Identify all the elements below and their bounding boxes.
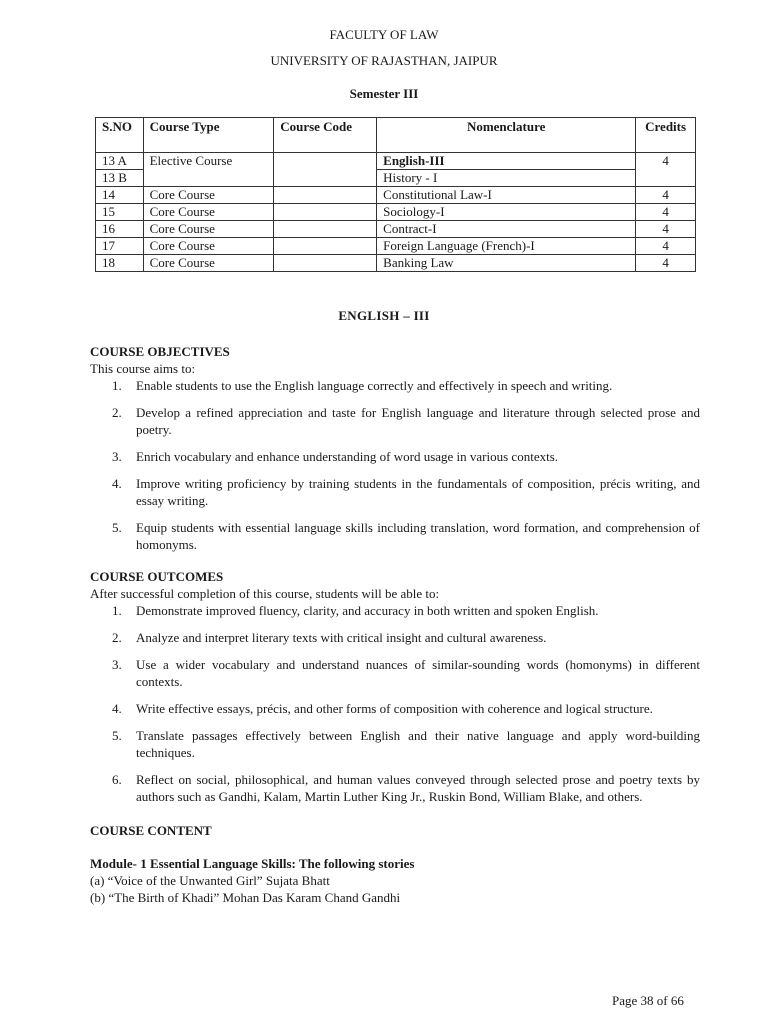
objectives-title: COURSE OBJECTIVES xyxy=(90,344,230,359)
list-item: 6. Reflect on social, philosophical, and human values conveyed through selected prose and poetry texts by authors such as Gandhi, Kalam, Martin Luther King Jr., Ruskin Bond, William Blake, and others. xyxy=(112,772,700,804)
list-item: 5. Equip students with essential language skills including translation, word formation, and comprehension of homonyms. xyxy=(112,520,700,552)
cell-credits: 4 xyxy=(636,221,696,238)
cell-credits: 4 xyxy=(636,153,696,187)
faculty-heading: FACULTY OF LAW xyxy=(329,27,439,42)
header-course-type: Course Type xyxy=(143,118,274,153)
cell-credits: 4 xyxy=(636,204,696,221)
list-item: 2. Analyze and interpret literary texts with critical insight and cultural awareness. xyxy=(112,630,547,645)
outcomes-intro: After successful completion of this course, students will be able to: xyxy=(90,586,440,601)
cell-credits: 4 xyxy=(636,255,696,272)
outcomes-title: COURSE OUTCOMES xyxy=(90,569,224,584)
cell-type: Elective Course xyxy=(143,153,274,187)
table-row xyxy=(96,204,696,221)
cell-sno: 13 B xyxy=(96,170,144,187)
table-header-row xyxy=(96,118,696,153)
cell-type: Core Course xyxy=(143,187,274,204)
list-item: 1. Demonstrate improved fluency, clarity, and accuracy in both written and spoken English. xyxy=(112,603,599,618)
cell-name: English-III xyxy=(377,153,636,170)
table-row xyxy=(96,153,696,170)
cell-name: Sociology-I xyxy=(377,204,636,221)
semester-heading: Semester III xyxy=(349,86,419,101)
cell-code xyxy=(274,238,377,255)
cell-type: Core Course xyxy=(143,221,274,238)
objectives-intro: This course aims to: xyxy=(90,361,196,376)
header-nomenclature: Nomenclature xyxy=(377,118,636,153)
module-heading: Module- 1 Essential Language Skills: The following stories xyxy=(90,856,415,871)
list-item: 2. Develop a refined appreciation and taste for English language and literature through selected prose and poetry. xyxy=(112,405,700,437)
header-sno: S.NO xyxy=(96,118,144,153)
table-row xyxy=(96,255,696,272)
table-row xyxy=(96,187,696,204)
header-credits: Credits xyxy=(636,118,696,153)
cell-type: Core Course xyxy=(143,238,274,255)
cell-credits: 4 xyxy=(636,238,696,255)
content-title: COURSE CONTENT xyxy=(90,823,212,838)
list-item: 5. Translate passages effectively between English and their native language and apply word-building techniques. xyxy=(112,728,700,760)
cell-sno: 13 A xyxy=(96,153,144,170)
outcomes-list xyxy=(90,602,700,805)
table-row xyxy=(96,238,696,255)
cell-credits: 4 xyxy=(636,187,696,204)
cell-code xyxy=(274,187,377,204)
cell-type: Core Course xyxy=(143,204,274,221)
list-item: 1. Enable students to use the English language correctly and effectively in speech and writing. xyxy=(112,378,613,393)
cell-name: Constitutional Law-I xyxy=(377,187,636,204)
course-title: ENGLISH – III xyxy=(338,308,430,323)
list-item: 4. Write effective essays, précis, and other forms of composition with coherence and logical structure. xyxy=(112,701,653,716)
cell-name: Contract-I xyxy=(377,221,636,238)
objectives-list xyxy=(90,377,700,553)
objectives-section xyxy=(90,343,700,563)
cell-name: History - I xyxy=(377,170,636,187)
course-table xyxy=(95,117,696,272)
content-section xyxy=(90,822,700,906)
module-item: (a) “Voice of the Unwanted Girl” Sujata Bhatt xyxy=(90,873,330,888)
cell-code xyxy=(274,221,377,238)
cell-code xyxy=(274,153,377,187)
cell-name: Banking Law xyxy=(377,255,636,272)
cell-sno: 14 xyxy=(96,187,144,204)
cell-name: Foreign Language (French)-I xyxy=(377,238,636,255)
page-number: Page 38 of 66 xyxy=(612,993,684,1008)
header-course-code: Course Code xyxy=(274,118,377,153)
list-item: 4. Improve writing proficiency by training students in the fundamentals of composition, précis writing, and essay writing. xyxy=(112,476,700,508)
cell-sno: 15 xyxy=(96,204,144,221)
cell-sno: 16 xyxy=(96,221,144,238)
list-item: 3. Use a wider vocabulary and understand nuances of similar-sounding words (homonyms) in different contexts. xyxy=(112,657,700,689)
cell-sno: 18 xyxy=(96,255,144,272)
cell-type: Core Course xyxy=(143,255,274,272)
university-heading: UNIVERSITY OF RAJASTHAN, JAIPUR xyxy=(270,53,498,68)
list-item: 3. Enrich vocabulary and enhance understanding of word usage in various contexts. xyxy=(112,449,559,464)
module-item: (b) “The Birth of Khadi” Mohan Das Karam Chand Gandhi xyxy=(90,890,401,905)
cell-code xyxy=(274,204,377,221)
outcomes-section xyxy=(90,568,700,815)
table-row xyxy=(96,221,696,238)
cell-sno: 17 xyxy=(96,238,144,255)
cell-code xyxy=(274,255,377,272)
